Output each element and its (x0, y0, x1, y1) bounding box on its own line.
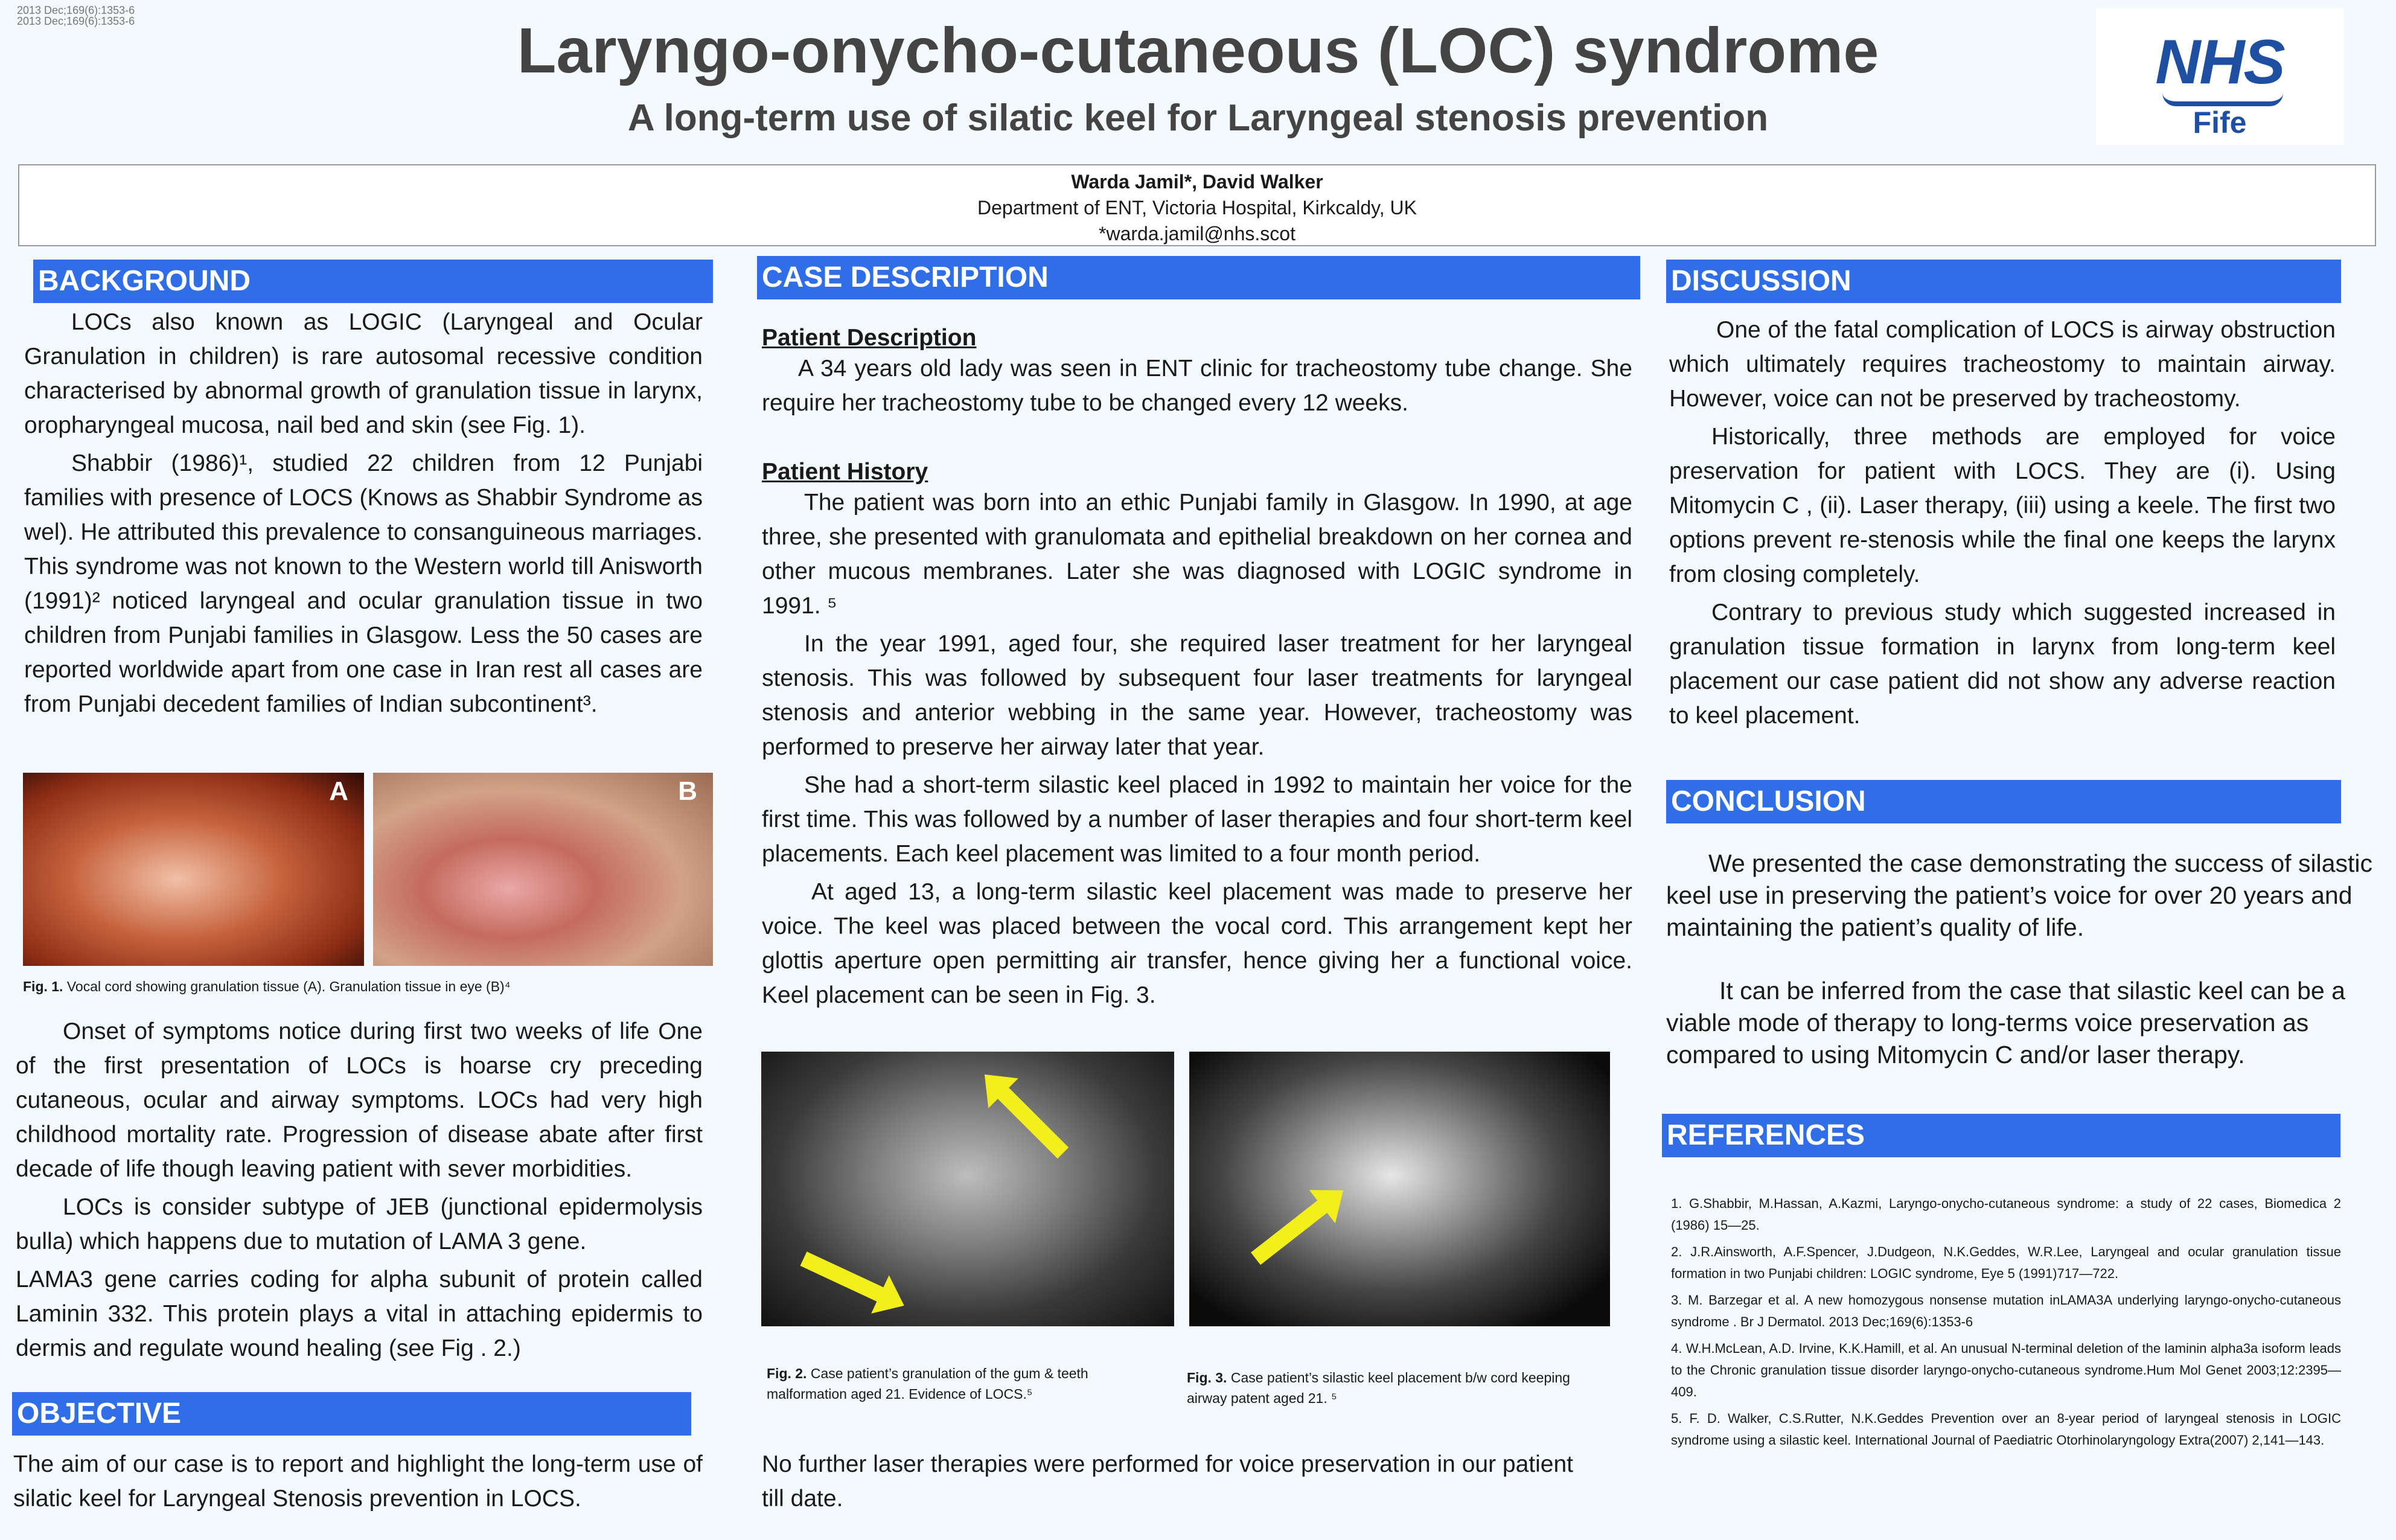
fig1-eye-photo (373, 773, 713, 966)
conclusion-paragraph: We presented the case demonstrating the success of silastic keel use in preserving the patient’s voice for over 20 years and maintaining the patient’s quality of life. (1666, 849, 2372, 941)
poster-title: Laryngo-onycho-cutaneous (LOC) syndrome (517, 15, 1879, 86)
background-body (24, 305, 703, 721)
fig2-caption (767, 1363, 1153, 1404)
conclusion-paragraph: It can be inferred from the case that silastic keel can be a viable mode of therapy to long-terms voice preservation as compared to using Mitomycin C and/or laser therapy. (1666, 977, 2345, 1069)
logo-region-text: Fife (2193, 106, 2247, 139)
history-paragraph: At aged 13, a long-term silastic keel placement was made to preserve her voice. The keel was placed between the vocal cord. This arrangement kept her glottis aperture open permitting air transfer, hence giving her a functional voice. Keel placement can be seen in Fig. 3. (762, 879, 1632, 1008)
yellow-arrow-icon (1251, 1197, 1332, 1265)
yellow-arrow-icon (994, 1084, 1069, 1158)
discussion-heading: DISCUSSION (1666, 260, 2341, 303)
fig1-caption-text: Vocal cord showing granulation tissue (A). Granulation tissue in eye (B)⁴ (63, 979, 511, 994)
logo-swoosh (2162, 93, 2283, 106)
reference-item: 1. G.Shabbir, M.Hassan, A.Kazmi, Laryngo-onycho-cutaneous syndrome: a study of 22 cases, Biomedica 2 (1986) 15—25. (1671, 1196, 2341, 1233)
background-paragraph: Shabbir (1986)¹, studied 22 children from 12 Punjabi families with presence of LOCS (Knows as Shabbir Syndrome as wel). He attributed this prevalence to consanguineous marriages. This syndrome was not known to the Western world till Anisworth (1991)² noticed laryngeal and ocular granulation tissue in two children from Punjabi families in Glasgow. Less the 50 cases are reported worldwide apart from one case in Iran rest all cases are from Punjabi decedent families of Indian subcontinent³. (24, 450, 703, 717)
background-paragraph: Onset of symptoms notice during first two weeks of life One of the first presentation of LOCs is hoarse cry preceding cutaneous, ocular and airway symptoms. LOCs had very high childhood mortality rate. Progression of disease abate after first decade of life though leaving patient with sever morbidities. (16, 1018, 703, 1182)
author-affiliation: Department of ENT, Victoria Hospital, Kirkcaldy, UK (977, 197, 1417, 219)
author-box (18, 164, 2376, 246)
background-paragraph: LOCs is consider subtype of JEB (junctional epidermolysis bulla) which happens due to mutation of LAMA 3 gene. (16, 1194, 703, 1254)
reference-item: 2. J.R.Ainsworth, A.F.Spencer, J.Dudgeon, N.K.Geddes, W.R.Lee, Laryngeal and ocular granulation tissue formation in two Punjabi children: LOGIC syndrome, Eye 5 (1991)717—722. (1671, 1244, 2341, 1281)
references-list (1671, 1193, 2341, 1456)
fig1-label-b: B (678, 776, 697, 806)
author-email: *warda.jamil@nhs.scot (1099, 223, 1295, 244)
fig1-caption (23, 976, 711, 997)
author-names: Warda Jamil*, David Walker (1071, 171, 1323, 193)
conclusion-body (1666, 848, 2372, 1071)
yellow-arrow-icon (800, 1251, 889, 1304)
history-paragraph: In the year 1991, aged four, she required laser treatment for her laryngeal stenosis. This was followed by subsequent four laser treatments for laryngeal stenosis and anterior webbing in the same year. However, tracheostomy was performed to preserve her airway later that year. (762, 631, 1632, 760)
reference-item: 5. F. D. Walker, C.S.Rutter, N.K.Geddes Prevention over an 8-year period of laryngeal stenosis in LOGIC syndrome using a silastic keel. International Journal of Paediatric Otorhinolaryngology Extra(2007) 2,141—143. (1671, 1411, 2341, 1448)
fig2-caption-text: Case patient’s granulation of the gum & teeth malformation aged 21. Evidence of LOCS.⁵ (767, 1366, 1088, 1402)
fig3-caption-text: Case patient’s silastic keel placement b/w cord keeping airway patent aged 21. ⁵ (1187, 1370, 1570, 1406)
objective-text: The aim of our case is to report and highlight the long-term use of silatic keel for Laryngeal Stenosis prevention in LOCS. (13, 1451, 703, 1512)
objective-heading: OBJECTIVE (12, 1392, 691, 1436)
background-paragraph: LOCs also known as LOGIC (Laryngeal and Ocular Granulation in children) is rare autosomal recessive condition characterised by abnormal growth of granulation tissue in larynx, oropharyngeal mucosa, nail bed and skin (see Fig. 1). (24, 309, 703, 438)
fig3-caption (1187, 1367, 1573, 1408)
references-heading: REFERENCES (1662, 1114, 2340, 1157)
reference-item: 4. W.H.McLean, A.D. Irvine, K.K.Hamill, et al. An unusual N-terminal deletion of the laminin alpha3a isoform leads to the Chronic granulation tissue disorder laryngo-onycho-cutaneous syndrome.Hum Mol Genet 2003;12:2395—409. (1671, 1341, 2341, 1399)
background-body-continued (16, 1014, 703, 1366)
logo-nhs-text: NHS (2155, 27, 2284, 97)
fig3-keel-photo (1189, 1052, 1610, 1326)
poster-subtitle: A long-term use of silatic keel for Laryngeal stenosis prevention (627, 97, 1769, 139)
history-paragraph: She had a short-term silastic keel placed in 1992 to maintain her voice for the first time. This was followed by a number of laser therapies and four short-term keel placements. Each keel placement was limited to a four month period. (762, 772, 1632, 867)
fig1-label-a: A (329, 776, 348, 806)
fig3-caption-label: Fig. 3. (1187, 1370, 1227, 1385)
patient-description-text: A 34 years old lady was seen in ENT clinic for tracheostomy tube change. She require her tracheostomy tube to be changed every 12 weeks. (762, 356, 1632, 416)
case-closing-text: No further laser therapies were performed for voice preservation in our patient till date. (762, 1451, 1573, 1512)
history-paragraph: The patient was born into an ethic Punjabi family in Glasgow. In 1990, at age three, she presented with granulomata and epithelial breakdown on her cornea and other mucous membranes. Later she was diagnosed with LOGIC syndrome in 1991. ⁵ (762, 490, 1632, 619)
patient-description-title: Patient Description (762, 325, 977, 351)
corner-note-line: 2013 Dec;169(6):1353-6 (17, 15, 135, 27)
case-body (762, 325, 1632, 1012)
discussion-paragraph: Contrary to previous study which suggested increased in granulation tissue formation in larynx from long-term keel placement our case patient did not show any adverse reaction to keel placement. (1669, 599, 2336, 729)
discussion-paragraph: Historically, three methods are employed for voice preservation for patient with LOCS. They are (i). Using Mitomycin C , (ii). Laser therapy, (iii) using a keele. The first two options prevent re-stenosis while the final one keeps the larynx from closing completely. (1669, 424, 2336, 587)
fig2-gum-photo (761, 1052, 1174, 1326)
discussion-body (1669, 313, 2336, 733)
background-paragraph: LAMA3 gene carries coding for alpha subunit of protein called Laminin 332. This protein plays a vital in attaching epidermis to dermis and regulate wound healing (see Fig . 2.) (16, 1267, 703, 1361)
nhs-fife-logo (2096, 8, 2343, 145)
conclusion-heading: CONCLUSION (1666, 780, 2341, 823)
background-heading: BACKGROUND (33, 260, 713, 303)
discussion-paragraph: One of the fatal complication of LOCS is airway obstruction which ultimately requires tracheostomy to maintain airway. However, voice can not be preserved by tracheostomy. (1669, 317, 2336, 412)
fig1-caption-label: Fig. 1. (23, 979, 63, 994)
patient-history-title: Patient History (762, 459, 928, 485)
case-heading: CASE DESCRIPTION (757, 256, 1640, 299)
fig1-vocal-cord-photo (23, 773, 364, 966)
corner-note-line: 2013 Dec;169(6):1353-6 (17, 4, 135, 16)
fig2-caption-label: Fig. 2. (767, 1366, 807, 1381)
reference-item: 3. M. Barzegar et al. A new homozygous nonsense mutation inLAMA3A underlying laryngo-onycho-cutaneous syndrome . Br J Dermatol. 2013 Dec;169(6):1353-6 (1671, 1292, 2341, 1329)
